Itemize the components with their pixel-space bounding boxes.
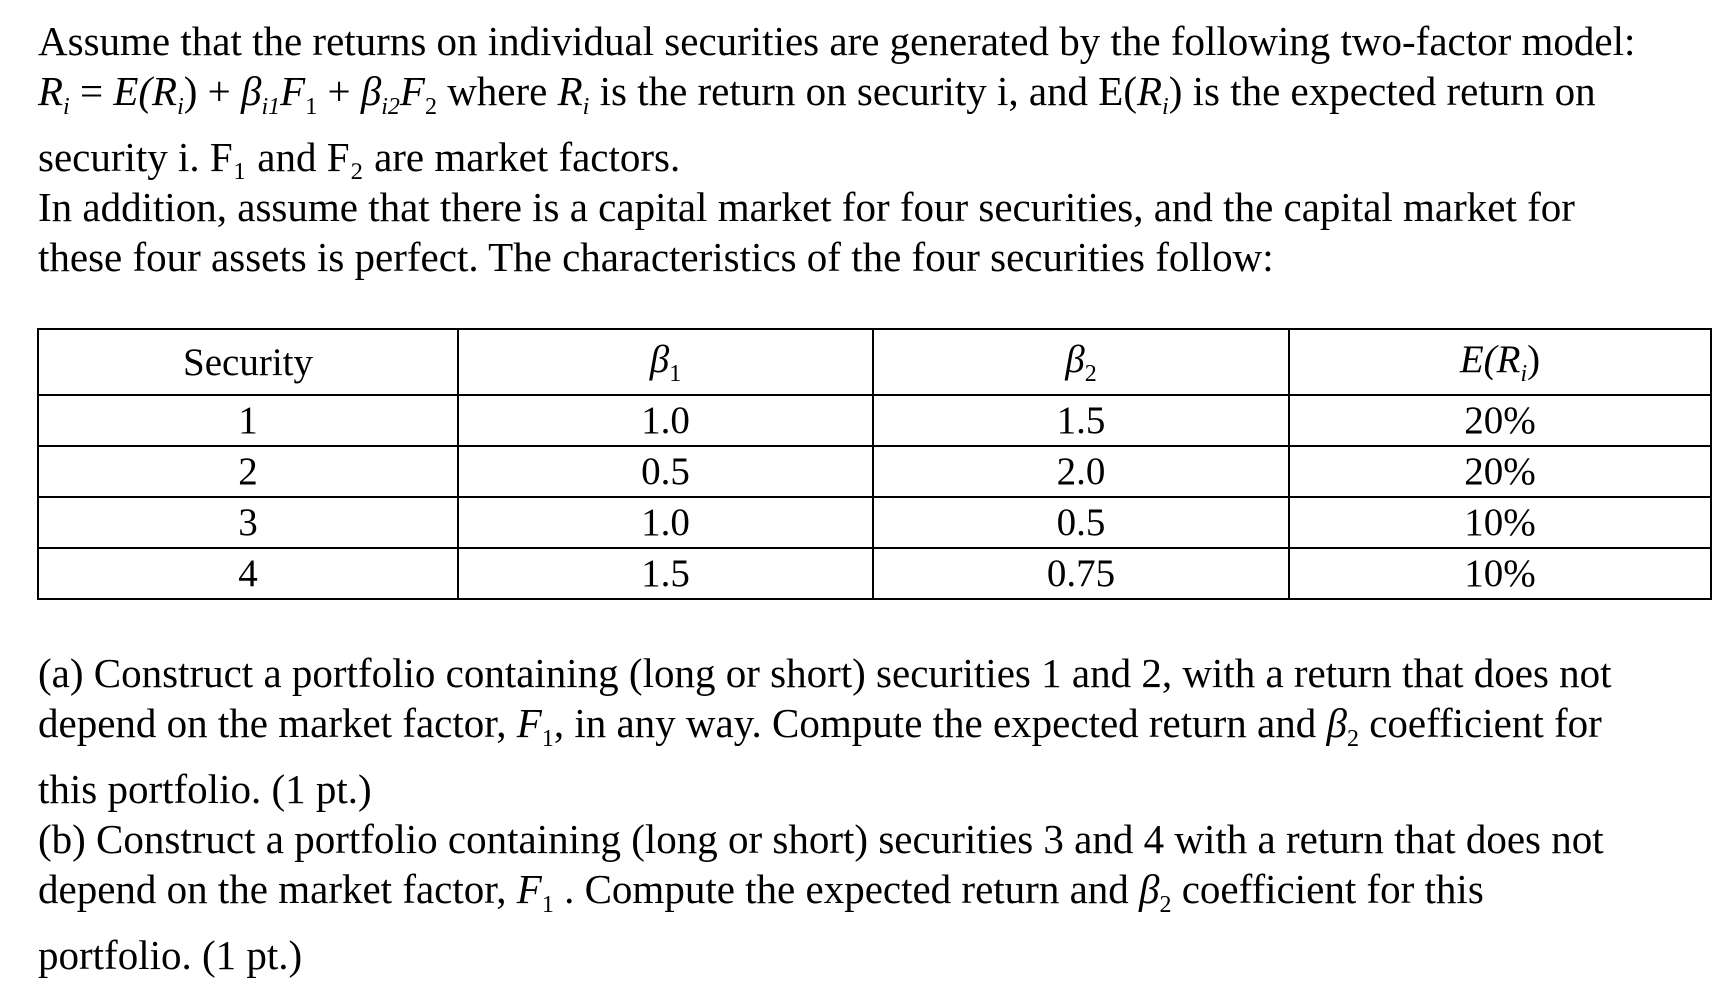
- where-r-sub: i: [582, 94, 590, 120]
- question-a-post: coefficient for: [1358, 700, 1602, 746]
- question-b-f: F: [516, 866, 542, 912]
- question-a-mid: , in any way. Compute the expected return and: [553, 700, 1327, 746]
- cell-security: 3: [38, 497, 458, 548]
- question-b-beta-sub: 2: [1159, 892, 1172, 918]
- question-a-pre: depend on the market factor,: [38, 700, 517, 746]
- header-er-sub: i: [1520, 360, 1528, 387]
- question-a-line-1: (a) Construct a portfolio containing (long or short) securities 1 and 2, with a return that does not: [38, 650, 1612, 696]
- question-a-beta: β: [1326, 700, 1347, 746]
- cell-beta-1: 0.5: [458, 446, 873, 497]
- formula-beta-2-sub: i2: [381, 94, 400, 120]
- questions-section: [38, 648, 1708, 980]
- intro-line-4: In addition, assume that there is a capital market for four securities, and the capital market for: [38, 184, 1575, 230]
- table-row: [38, 395, 1711, 446]
- table-row: [38, 548, 1711, 599]
- question-a-f: F: [516, 700, 542, 746]
- formula-plus-1: +: [197, 68, 242, 114]
- question-b-post: coefficient for this: [1171, 866, 1484, 912]
- cell-expected-return: 10%: [1289, 497, 1711, 548]
- question-a-line-3: this portfolio. (1 pt.): [38, 766, 372, 812]
- question-b-line-2: [38, 864, 1708, 930]
- where-r-2: R: [1137, 68, 1163, 114]
- question-b-mid: . Compute the expected return and: [553, 866, 1140, 912]
- table-row: [38, 497, 1711, 548]
- formula-f-2-sub: 2: [424, 94, 437, 120]
- cell-expected-return: 20%: [1289, 446, 1711, 497]
- cell-security: 4: [38, 548, 458, 599]
- header-expected-return: [1289, 329, 1711, 395]
- question-b-f-sub: 1: [541, 892, 554, 918]
- where-r: R: [557, 68, 583, 114]
- intro-line-5: these four assets is perfect. The characteristics of the four securities follow:: [38, 234, 1274, 280]
- where-r-2-sub: i: [1162, 94, 1169, 120]
- cell-beta-1: 1.0: [458, 395, 873, 446]
- cell-expected-return: 20%: [1289, 395, 1711, 446]
- where-text: where: [436, 68, 558, 114]
- formula-beta-1-sub: i1: [261, 94, 281, 120]
- question-a-line-2: [38, 698, 1708, 764]
- header-beta-2-symbol: β: [1065, 337, 1085, 381]
- where-tail-1: is the return on security i, and E(: [589, 68, 1137, 114]
- cell-security: 2: [38, 446, 458, 497]
- question-a-f-sub: 1: [541, 726, 554, 752]
- cell-expected-return: 10%: [1289, 548, 1711, 599]
- formula-f-1: F: [280, 68, 306, 114]
- question-b-pre: depend on the market factor,: [38, 866, 517, 912]
- header-beta-1-symbol: β: [649, 337, 670, 381]
- cell-beta-2: 1.5: [873, 395, 1289, 446]
- question-b-line-3: portfolio. (1 pt.): [38, 932, 303, 978]
- intro-line-formula: [38, 66, 1708, 132]
- formula-beta-2: β: [360, 68, 382, 114]
- intro-line-3: security i. F₁ and F₂ are market factors.: [38, 134, 681, 180]
- table-header-row: [38, 329, 1711, 395]
- formula-beta-1: β: [241, 68, 262, 114]
- formula-equals: =: [69, 68, 114, 114]
- cell-beta-2: 0.5: [873, 497, 1289, 548]
- cell-security: 1: [38, 395, 458, 446]
- formula-e-close: ): [183, 68, 198, 114]
- question-b-beta: β: [1139, 866, 1160, 912]
- securities-table: [37, 328, 1712, 600]
- cell-beta-1: 1.0: [458, 497, 873, 548]
- formula-f-1-sub: 1: [305, 94, 318, 120]
- formula-e-sub: i: [177, 94, 184, 120]
- header-security: Security: [38, 329, 458, 395]
- header-er-close: ): [1527, 337, 1541, 381]
- question-b-line-1: (b) Construct a portfolio containing (long or short) securities 3 and 4 with a return that does not: [38, 816, 1604, 862]
- formula-e-r: R: [152, 68, 178, 114]
- header-beta-1-sub: 1: [669, 360, 682, 387]
- formula-e-open: E(: [113, 68, 153, 114]
- formula-f-2: F: [399, 68, 425, 114]
- intro-line-1: Assume that the returns on individual securities are generated by the following two-factor model:: [38, 18, 1636, 64]
- where-tail-2: ) is the expected return on: [1168, 68, 1596, 114]
- intro-paragraph: [38, 16, 1708, 282]
- header-beta-2-sub: 2: [1084, 360, 1097, 387]
- header-er-open: E(: [1459, 337, 1497, 381]
- cell-beta-1: 1.5: [458, 548, 873, 599]
- cell-beta-2: 0.75: [873, 548, 1289, 599]
- formula-lhs-sub: i: [63, 94, 70, 120]
- formula-lhs-r: R: [38, 68, 64, 114]
- header-beta-1: [458, 329, 873, 395]
- header-er-r: R: [1496, 337, 1521, 381]
- formula-plus-2: +: [317, 68, 361, 114]
- question-a-beta-sub: 2: [1346, 726, 1359, 752]
- table-row: [38, 446, 1711, 497]
- header-beta-2: [873, 329, 1289, 395]
- cell-beta-2: 2.0: [873, 446, 1289, 497]
